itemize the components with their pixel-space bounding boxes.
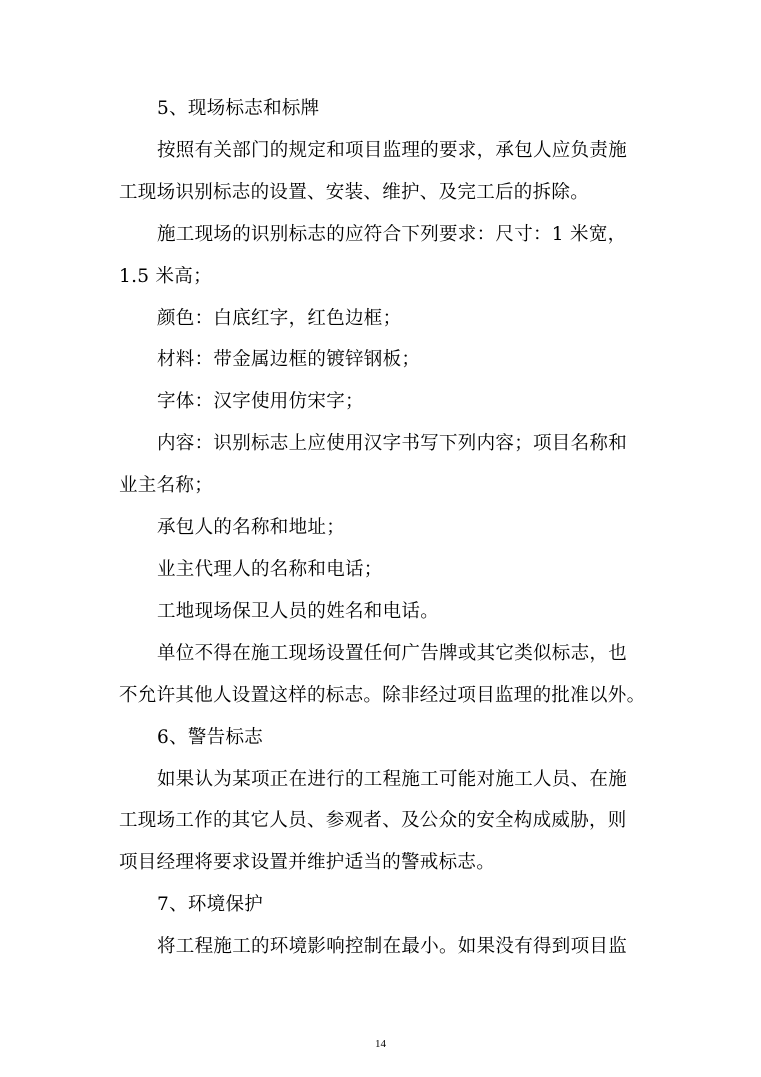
page-number: 14 [375,1038,386,1050]
paragraph-line: 内容：识别标志上应使用汉字书写下列内容；项目名称和 [157,433,628,455]
paragraph-line: 工现场识别标志的设置、安装、维护、及完工后的拆除。 [119,181,590,203]
section-heading-environment: 7、环境保护 [157,894,264,916]
paragraph-line: 工现场工作的其它人员、参观者、及公众的安全构成威胁，则 [119,810,627,832]
document-body [119,88,646,968]
paragraph-line: 承包人的名称和地址； [157,517,346,539]
paragraph-line: 单位不得在施工现场设置任何广告牌或其它类似标志，也 [157,642,628,664]
paragraph-line: 将工程施工的环境影响控制在最小。如果没有得到项目监 [157,936,628,958]
paragraph-line: 工地现场保卫人员的姓名和电话。 [157,600,440,622]
paragraph-line: 项目经理将要求设置并维护适当的警戒标志。 [119,852,496,874]
paragraph-line: 如果认为某项正在进行的工程施工可能对施工人员、在施 [157,768,628,790]
paragraph-line: 字体：汉字使用仿宋字； [157,391,364,413]
paragraph-line: 不允许其他人设置这样的标志。除非经过项目监理的批准以外。 [119,684,646,706]
section-heading-warning-signs: 6、警告标志 [157,726,264,748]
paragraph-line: 1.5 米高； [119,265,212,287]
paragraph-line: 按照有关部门的规定和项目监理的要求，承包人应负责施 [157,139,628,161]
section-heading-site-signs: 5、现场标志和标牌 [157,98,320,119]
paragraph-line: 业主代理人的名称和电话； [157,558,383,580]
paragraph-line: 施工现场的识别标志的应符合下列要求：尺寸：1 米宽， [157,223,627,245]
paragraph-line: 材料：带金属边框的镀锌钢板； [157,349,421,371]
paragraph-line: 颜色：白底红字，红色边框； [157,307,402,329]
paragraph-line: 业主名称； [119,475,214,497]
